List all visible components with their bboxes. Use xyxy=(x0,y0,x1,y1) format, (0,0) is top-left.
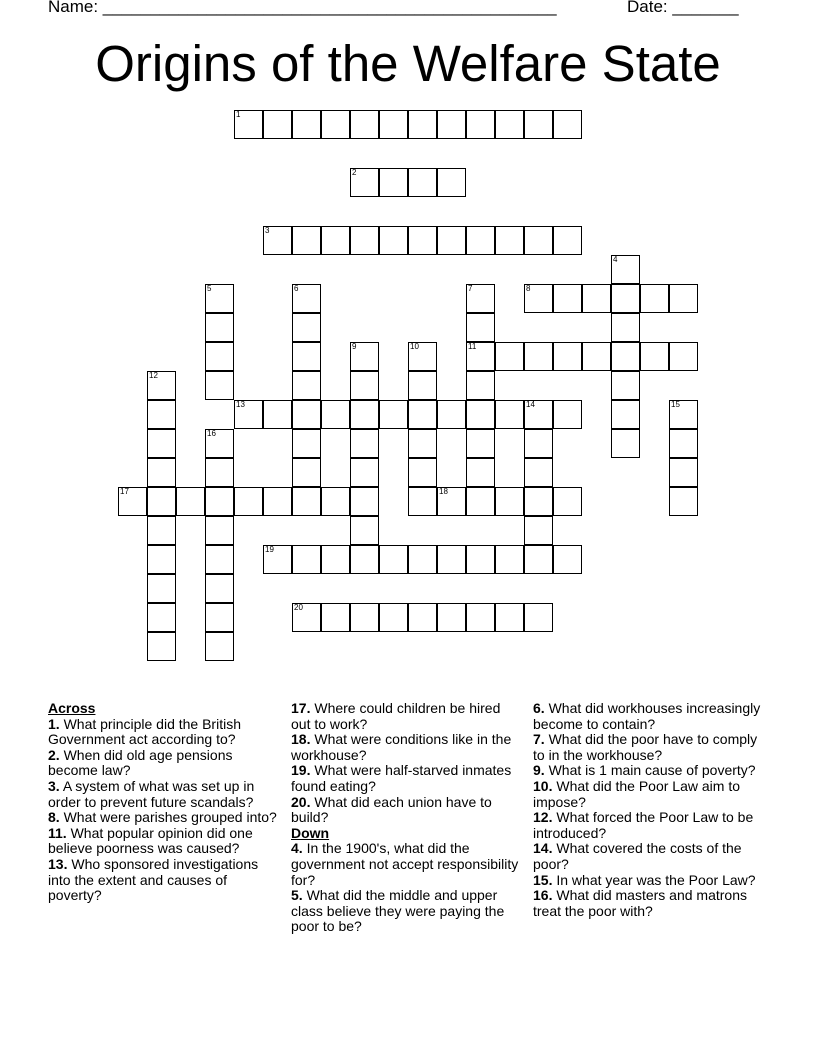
grid-cell[interactable] xyxy=(495,603,524,632)
grid-cell[interactable] xyxy=(350,400,379,429)
grid-cell[interactable] xyxy=(263,110,292,139)
grid-cell[interactable] xyxy=(553,342,582,371)
grid-cell[interactable] xyxy=(292,545,321,574)
clue-down-10: 10. What did the Poor Law aim to impose? xyxy=(533,777,741,810)
grid-cell[interactable] xyxy=(669,429,698,458)
grid-cell[interactable] xyxy=(553,400,582,429)
cell-number: 3 xyxy=(265,226,270,235)
grid-cell[interactable] xyxy=(466,110,495,139)
grid-cell[interactable] xyxy=(466,284,495,313)
clue-across-20: 20. What did each union have to build? xyxy=(291,793,492,826)
cell-number: 2 xyxy=(352,168,357,177)
clue-across-1: 1. What principle did the British Government act according to? xyxy=(48,715,241,748)
grid-cell[interactable] xyxy=(321,400,350,429)
grid-cell[interactable] xyxy=(379,110,408,139)
grid-cell[interactable] xyxy=(205,429,234,458)
grid-cell[interactable] xyxy=(466,371,495,400)
grid-cell[interactable] xyxy=(611,255,640,284)
grid-cell[interactable] xyxy=(553,487,582,516)
grid-cell[interactable] xyxy=(466,313,495,342)
grid-cell[interactable] xyxy=(437,603,466,632)
grid-cell[interactable] xyxy=(524,284,553,313)
grid-cell[interactable] xyxy=(524,487,553,516)
clue-column-2 xyxy=(291,701,523,935)
clue-down-16: 16. What did masters and matrons treat the poor with? xyxy=(533,887,747,919)
grid-cell[interactable] xyxy=(292,110,321,139)
grid-cell[interactable] xyxy=(205,603,234,632)
grid-cell[interactable] xyxy=(263,400,292,429)
grid-cell[interactable] xyxy=(408,342,437,371)
grid-cell[interactable] xyxy=(205,516,234,545)
clue-down-5: 5. What did the middle and upper class believe they were paying the poor to be? xyxy=(291,887,505,935)
grid-cell[interactable] xyxy=(640,342,669,371)
grid-cell[interactable] xyxy=(205,371,234,400)
grid-cell[interactable] xyxy=(292,226,321,255)
grid-cell[interactable] xyxy=(350,168,379,197)
grid-cell[interactable] xyxy=(408,371,437,400)
clue-across-3: 3. A system of what was set up in order to prevent future scandals? xyxy=(48,777,255,810)
grid-cell[interactable] xyxy=(437,545,466,574)
grid-cell[interactable] xyxy=(205,632,234,661)
grid-cell[interactable] xyxy=(611,400,640,429)
cell-number: 15 xyxy=(671,400,680,409)
clue-across-2: 2. When did old age pensions become law? xyxy=(48,746,233,779)
grid-cell[interactable] xyxy=(524,516,553,545)
grid-cell[interactable] xyxy=(495,487,524,516)
grid-cell[interactable] xyxy=(408,226,437,255)
clue-down-4: 4. In the 1900's, what did the government not accept responsibility for? xyxy=(291,840,519,888)
grid-cell[interactable] xyxy=(350,226,379,255)
grid-cell[interactable] xyxy=(147,429,176,458)
grid-cell[interactable] xyxy=(350,516,379,545)
grid-cell[interactable] xyxy=(205,545,234,574)
grid-cell[interactable] xyxy=(582,342,611,371)
clue-column-1 xyxy=(48,701,280,904)
cell-number: 13 xyxy=(236,400,245,409)
grid-cell[interactable] xyxy=(437,226,466,255)
cell-number: 18 xyxy=(439,487,448,496)
cell-number: 9 xyxy=(352,342,357,351)
cell-number: 16 xyxy=(207,429,216,438)
grid-cell[interactable] xyxy=(437,168,466,197)
grid-cell[interactable] xyxy=(524,342,553,371)
grid-cell[interactable] xyxy=(379,226,408,255)
cell-number: 4 xyxy=(613,255,618,264)
grid-cell[interactable] xyxy=(205,313,234,342)
grid-cell[interactable] xyxy=(408,110,437,139)
grid-cell[interactable] xyxy=(495,545,524,574)
grid-cell[interactable] xyxy=(234,487,263,516)
grid-cell[interactable] xyxy=(408,400,437,429)
grid-cell[interactable] xyxy=(524,603,553,632)
grid-cell[interactable] xyxy=(408,168,437,197)
grid-cell[interactable] xyxy=(408,429,437,458)
grid-cell[interactable] xyxy=(350,342,379,371)
clue-across-11: 11. What popular opinion did one believe poorness was caused? xyxy=(48,824,253,857)
grid-cell[interactable] xyxy=(321,110,350,139)
grid-cell[interactable] xyxy=(669,342,698,371)
date-line: _______ xyxy=(672,0,739,16)
grid-cell[interactable] xyxy=(408,458,437,487)
grid-cell[interactable] xyxy=(263,226,292,255)
grid-cell[interactable] xyxy=(147,371,176,400)
grid-cell[interactable] xyxy=(524,110,553,139)
clue-down-12: 12. What forced the Poor Law to be introduced? xyxy=(533,809,754,841)
grid-cell[interactable] xyxy=(234,110,263,139)
grid-cell[interactable] xyxy=(553,110,582,139)
date-label: Date: _______ xyxy=(627,0,739,17)
cell-number: 11 xyxy=(468,342,477,351)
grid-cell[interactable] xyxy=(350,371,379,400)
grid-cell[interactable] xyxy=(350,545,379,574)
grid-cell[interactable] xyxy=(553,545,582,574)
grid-cell[interactable] xyxy=(292,487,321,516)
grid-cell[interactable] xyxy=(669,458,698,487)
grid-cell[interactable] xyxy=(611,371,640,400)
grid-cell[interactable] xyxy=(292,371,321,400)
name-label: Name: ________________________________________________ xyxy=(48,0,557,17)
grid-cell[interactable] xyxy=(263,487,292,516)
clue-across-17: 17. Where could children be hired out to work? xyxy=(291,700,501,732)
grid-cell[interactable] xyxy=(495,342,524,371)
grid-cell[interactable] xyxy=(321,603,350,632)
clue-across-8: 8. What were parishes grouped into? xyxy=(48,809,277,826)
grid-cell[interactable] xyxy=(495,400,524,429)
grid-cell[interactable] xyxy=(466,545,495,574)
clue-down-14: 14. What covered the costs of the poor? xyxy=(533,840,742,872)
grid-cell[interactable] xyxy=(234,400,263,429)
grid-cell[interactable] xyxy=(582,284,611,313)
grid-cell[interactable] xyxy=(350,458,379,487)
grid-cell[interactable] xyxy=(466,603,495,632)
grid-cell[interactable] xyxy=(379,168,408,197)
grid-cell[interactable] xyxy=(292,284,321,313)
grid-cell[interactable] xyxy=(553,284,582,313)
down-heading: Down xyxy=(291,824,330,841)
grid-cell[interactable] xyxy=(379,400,408,429)
grid-cell[interactable] xyxy=(292,342,321,371)
page-title: Origins of the Welfare State xyxy=(95,35,721,92)
cell-number: 1 xyxy=(236,110,241,119)
cell-number: 12 xyxy=(149,371,158,380)
grid-cell[interactable] xyxy=(466,342,495,371)
cell-number: 19 xyxy=(265,545,274,554)
cell-number: 10 xyxy=(410,342,419,351)
grid-cell[interactable] xyxy=(205,458,234,487)
grid-cell[interactable] xyxy=(147,574,176,603)
grid-cell[interactable] xyxy=(611,429,640,458)
cell-number: 14 xyxy=(526,400,535,409)
grid-cell[interactable] xyxy=(292,429,321,458)
cell-number: 8 xyxy=(526,284,531,293)
grid-cell[interactable] xyxy=(350,487,379,516)
grid-cell[interactable] xyxy=(147,487,176,516)
grid-cell[interactable] xyxy=(524,226,553,255)
grid-cell[interactable] xyxy=(669,487,698,516)
grid-cell[interactable] xyxy=(147,458,176,487)
grid-cell[interactable] xyxy=(466,226,495,255)
clue-across-13: 13. Who sponsored investigations into the extent and causes of poverty? xyxy=(48,855,259,904)
clue-across-18: 18. What were conditions like in the workhouse? xyxy=(291,731,512,763)
clue-down-15: 15. In what year was the Poor Law? xyxy=(533,871,756,888)
grid-cell[interactable] xyxy=(147,632,176,661)
grid-cell[interactable] xyxy=(379,545,408,574)
cell-number: 7 xyxy=(468,284,473,293)
cell-number: 20 xyxy=(294,603,303,612)
grid-cell[interactable] xyxy=(669,400,698,429)
clue-column-3 xyxy=(533,701,765,919)
grid-cell[interactable] xyxy=(669,284,698,313)
grid-cell[interactable] xyxy=(350,110,379,139)
name-line: ________________________________________________ xyxy=(102,0,557,16)
grid-cell[interactable] xyxy=(466,458,495,487)
grid-cell[interactable] xyxy=(437,110,466,139)
grid-cell[interactable] xyxy=(263,545,292,574)
grid-cell[interactable] xyxy=(350,429,379,458)
grid-cell[interactable] xyxy=(466,400,495,429)
grid-cell[interactable] xyxy=(524,429,553,458)
grid-cell[interactable] xyxy=(147,545,176,574)
grid-cell[interactable] xyxy=(292,603,321,632)
clue-down-9: 9. What is 1 main cause of poverty? xyxy=(533,762,756,779)
grid-cell[interactable] xyxy=(408,603,437,632)
grid-cell[interactable] xyxy=(640,284,669,313)
grid-cell[interactable] xyxy=(495,110,524,139)
grid-cell[interactable] xyxy=(321,226,350,255)
grid-cell[interactable] xyxy=(321,545,350,574)
grid-cell[interactable] xyxy=(147,603,176,632)
grid-cell[interactable] xyxy=(466,429,495,458)
grid-cell[interactable] xyxy=(205,487,234,516)
grid-cell[interactable] xyxy=(524,458,553,487)
grid-cell[interactable] xyxy=(118,487,147,516)
grid-cell[interactable] xyxy=(437,487,466,516)
grid-cell[interactable] xyxy=(205,342,234,371)
grid-cell[interactable] xyxy=(466,487,495,516)
cell-number: 6 xyxy=(294,284,299,293)
clue-across-19: 19. What were half-starved inmates found eating? xyxy=(291,762,512,794)
grid-cell[interactable] xyxy=(147,400,176,429)
grid-cell[interactable] xyxy=(176,487,205,516)
grid-cell[interactable] xyxy=(292,458,321,487)
grid-cell[interactable] xyxy=(292,400,321,429)
grid-cell[interactable] xyxy=(611,342,640,371)
grid-cell[interactable] xyxy=(292,313,321,342)
grid-cell[interactable] xyxy=(553,226,582,255)
grid-cell[interactable] xyxy=(350,603,379,632)
clue-down-7: 7. What did the poor have to comply to in the workhouse? xyxy=(533,731,758,763)
grid-cell[interactable] xyxy=(379,603,408,632)
grid-cell[interactable] xyxy=(495,226,524,255)
grid-cell[interactable] xyxy=(408,487,437,516)
grid-cell[interactable] xyxy=(524,400,553,429)
grid-cell[interactable] xyxy=(611,313,640,342)
grid-cell[interactable] xyxy=(205,284,234,313)
grid-cell[interactable] xyxy=(611,284,640,313)
grid-cell[interactable] xyxy=(321,487,350,516)
cell-number: 5 xyxy=(207,284,212,293)
grid-cell[interactable] xyxy=(408,545,437,574)
clue-down-6: 6. What did workhouses increasingly become to contain? xyxy=(533,700,761,732)
grid-cell[interactable] xyxy=(205,574,234,603)
grid-cell[interactable] xyxy=(524,545,553,574)
grid-cell[interactable] xyxy=(437,400,466,429)
cell-number: 17 xyxy=(120,487,129,496)
grid-cell[interactable] xyxy=(147,516,176,545)
across-heading: Across xyxy=(48,700,96,716)
